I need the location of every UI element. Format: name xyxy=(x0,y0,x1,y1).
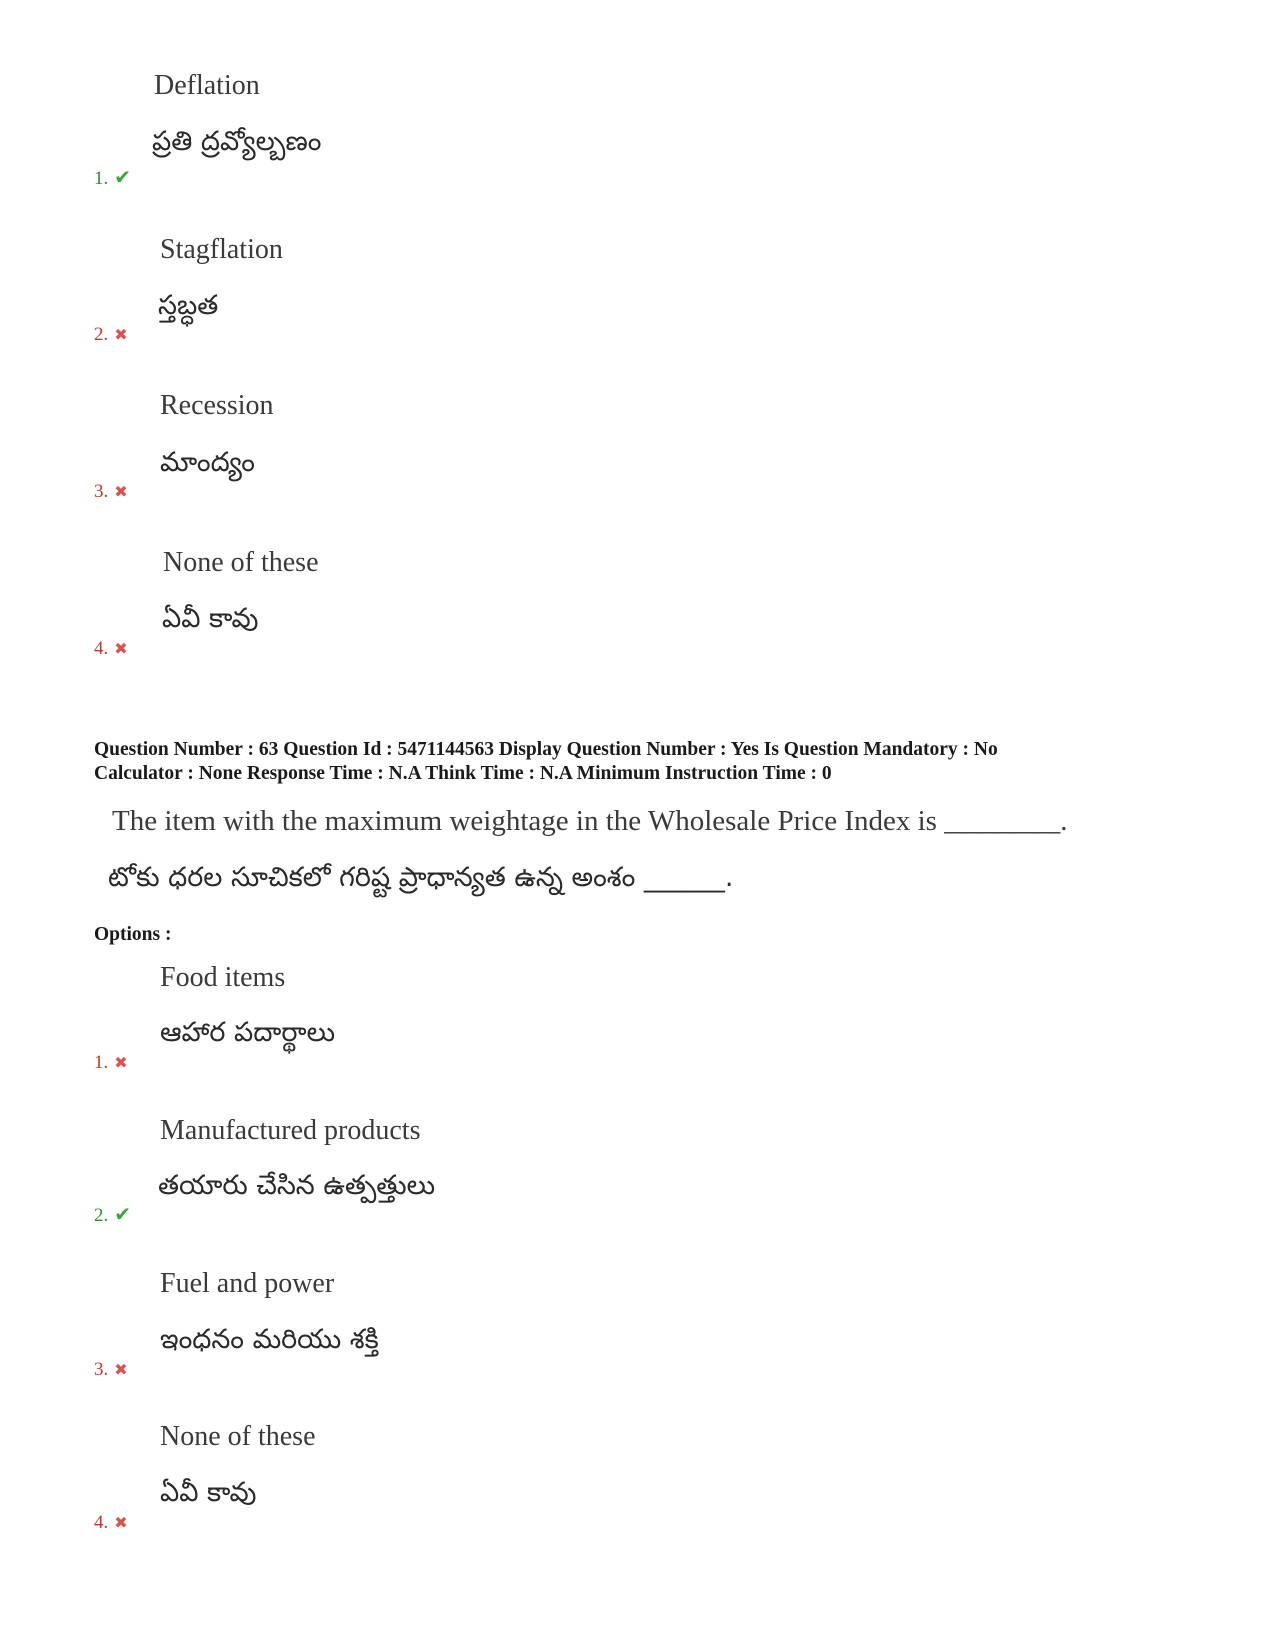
option-text-te: తయారు చేసిన ఉత్పత్తులు xyxy=(158,1170,436,1201)
option-text-te: ఏవీ కావు xyxy=(160,1477,257,1508)
check-icon: ✔ xyxy=(114,165,132,189)
option-number-label: 1. xyxy=(94,168,109,189)
cross-icon: ✖ xyxy=(114,482,128,501)
question-meta-line-2: Calculator : None Response Time : N.A Think Time : N.A Minimum Instruction Time : 0 xyxy=(94,763,832,784)
cross-icon: ✖ xyxy=(114,1360,128,1379)
check-icon: ✔ xyxy=(114,1202,132,1226)
option-number xyxy=(94,324,128,346)
option-text-en: None of these xyxy=(163,547,319,578)
option-number xyxy=(94,1359,128,1381)
option-text-te: ప్రతి ద్రవ్యోల్బణం xyxy=(152,126,322,157)
option-text-en: Food items xyxy=(160,962,286,993)
question-text-te: టోకు ధరల సూచికలో గరిష్ట ప్రాధాన్యత ఉన్న అంశం ______. xyxy=(108,862,734,893)
option-number-label: 2. xyxy=(94,324,109,345)
option-text-en: Recession xyxy=(160,390,274,421)
option-text-en: Manufactured products xyxy=(160,1115,421,1146)
option-text-te: మాంద్యం xyxy=(160,447,255,478)
option-number-label: 4. xyxy=(94,1512,109,1533)
cross-icon: ✖ xyxy=(114,1513,128,1532)
option-number xyxy=(94,1052,128,1074)
option-number-label: 2. xyxy=(94,1205,109,1226)
option-number-label: 3. xyxy=(94,481,109,502)
option-number-label: 3. xyxy=(94,1359,109,1380)
option-number xyxy=(94,165,131,190)
cross-icon: ✖ xyxy=(114,639,128,658)
cross-icon: ✖ xyxy=(114,1053,128,1072)
question-meta xyxy=(94,738,998,786)
option-number-label: 1. xyxy=(94,1052,109,1073)
option-text-te: స్తబ్ధత xyxy=(158,290,219,321)
cross-icon: ✖ xyxy=(114,325,128,344)
option-text-te: ఏవీ కావు xyxy=(162,603,259,634)
option-text-en: Stagflation xyxy=(160,234,283,265)
option-number-label: 4. xyxy=(94,638,109,659)
options-label: Options : xyxy=(94,924,172,945)
option-number xyxy=(94,481,128,503)
option-text-te: ఆహార పదార్థాలు xyxy=(160,1017,336,1048)
option-number xyxy=(94,1202,131,1227)
option-text-te: ఇంధనం మరియు శక్తి xyxy=(160,1324,379,1355)
question-text-en: The item with the maximum weightage in the Wholesale Price Index is ________. xyxy=(112,805,1068,837)
option-text-en: Deflation xyxy=(154,70,260,101)
question-meta-line-1: Question Number : 63 Question Id : 5471144563 Display Question Number : Yes Is Question Mandatory : No xyxy=(94,739,998,760)
option-number xyxy=(94,638,128,660)
option-text-en: None of these xyxy=(160,1421,316,1452)
option-number xyxy=(94,1512,128,1534)
option-text-en: Fuel and power xyxy=(160,1268,335,1299)
